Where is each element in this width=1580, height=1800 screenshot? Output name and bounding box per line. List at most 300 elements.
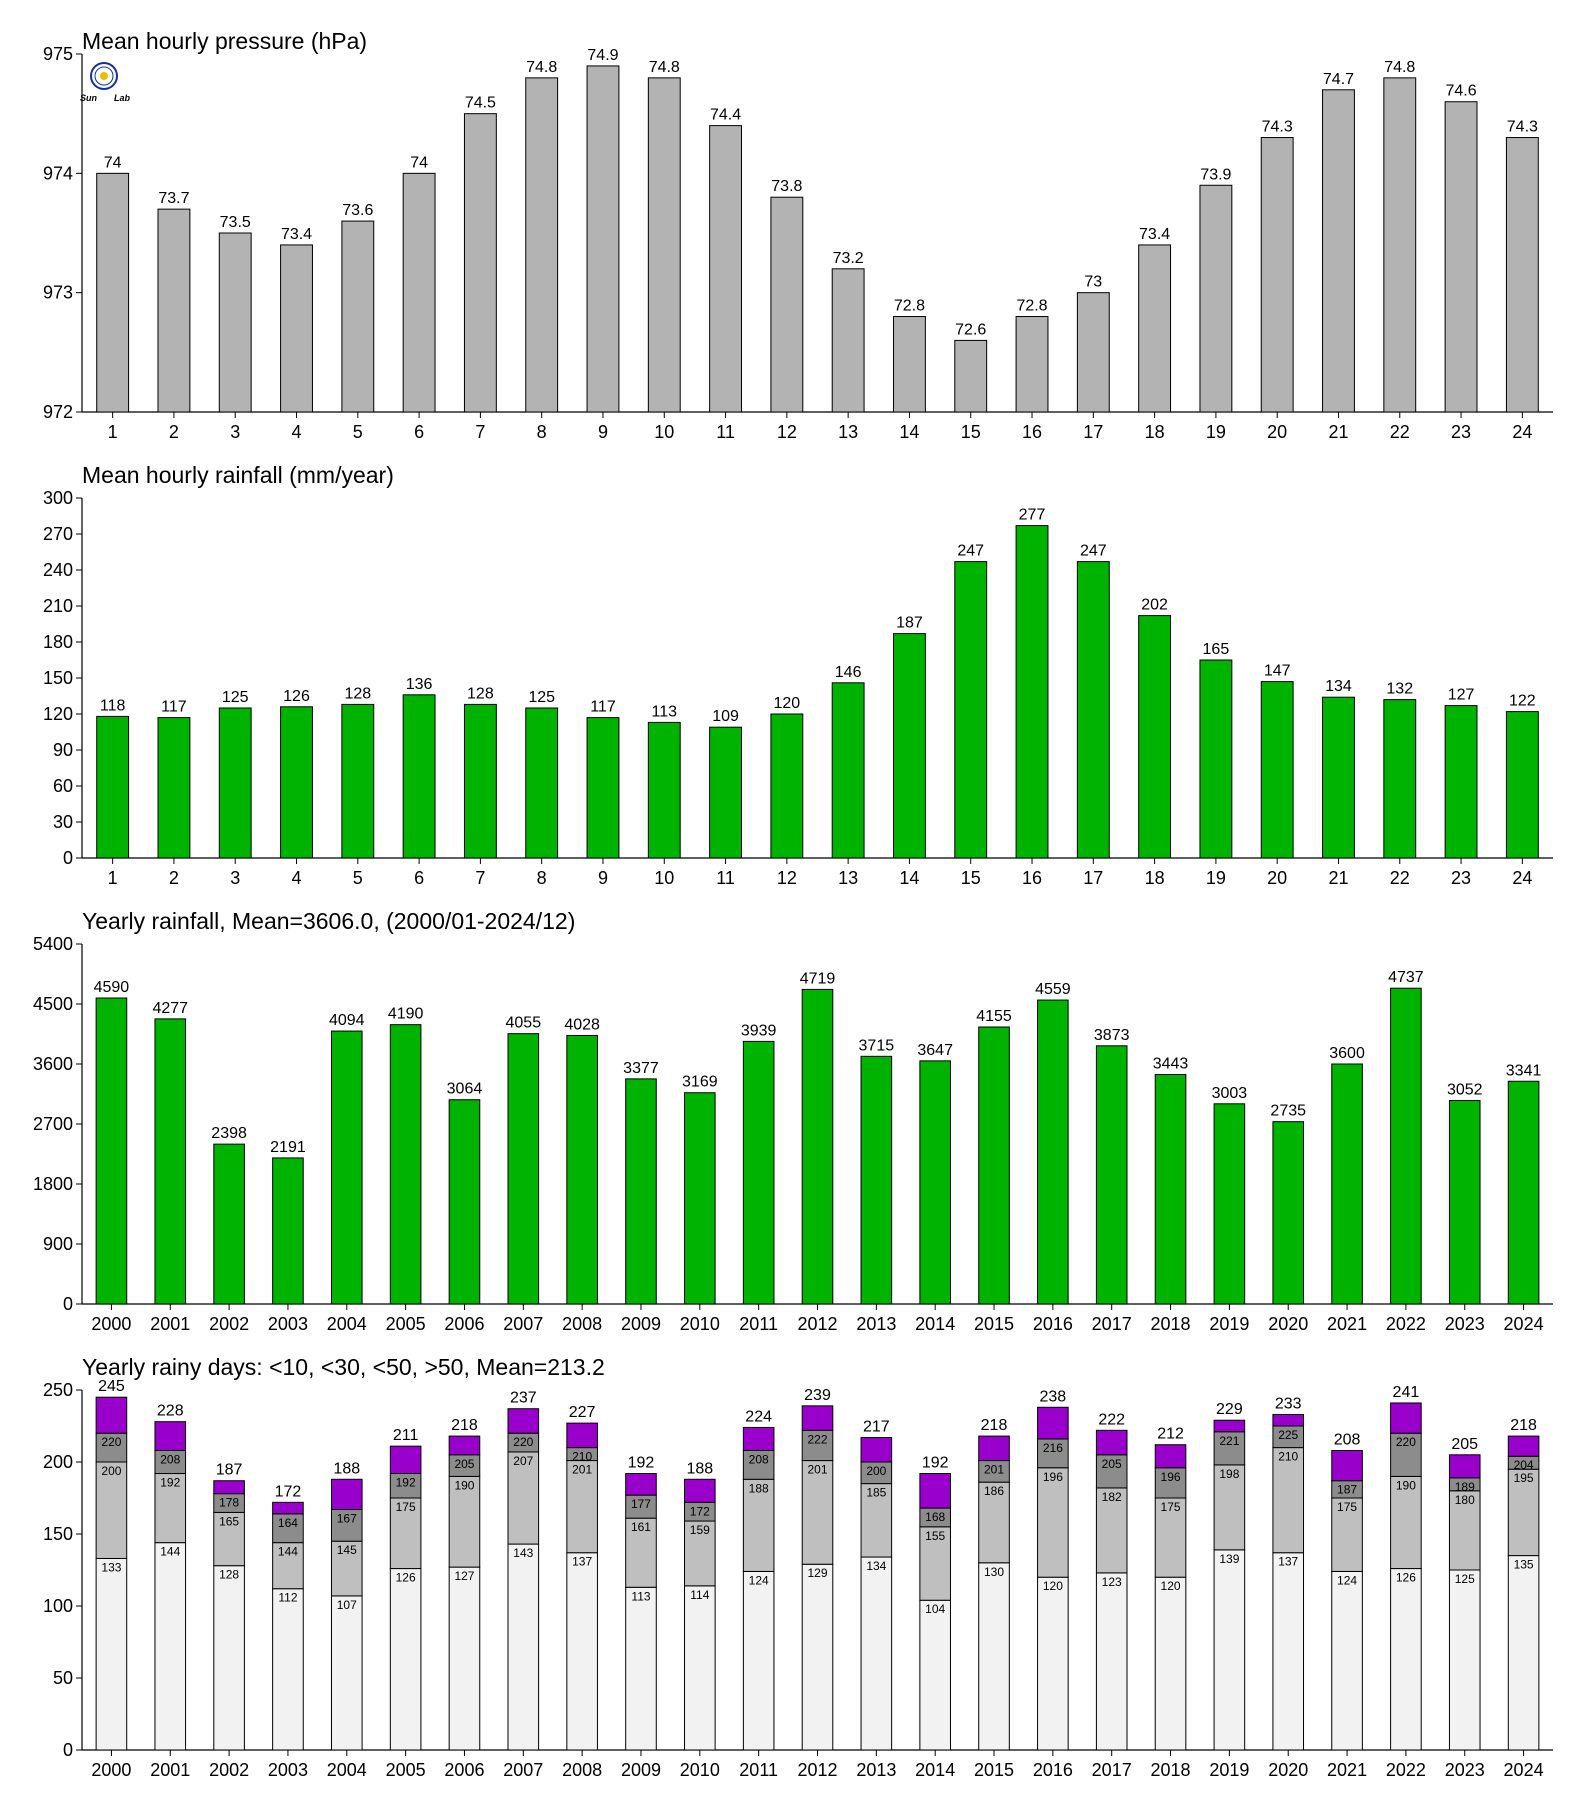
segment-label: 200 xyxy=(101,1464,122,1478)
x-tick-label: 2010 xyxy=(679,1314,720,1334)
x-tick-label: 9 xyxy=(597,422,608,442)
x-tick-label: 6 xyxy=(414,868,425,888)
data-label: 4190 xyxy=(387,1005,424,1023)
segment-label: 190 xyxy=(1395,1478,1416,1493)
x-tick-label: 13 xyxy=(838,422,859,442)
data-label: 74.9 xyxy=(587,46,619,64)
segment-label: 139 xyxy=(1219,1551,1240,1566)
bar xyxy=(587,718,619,858)
y-tick-label: 210 xyxy=(42,596,73,616)
segment-lt10 xyxy=(1332,1571,1363,1750)
segment-label: 222 xyxy=(807,1432,828,1447)
x-tick-label: 1 xyxy=(107,868,118,888)
segment-label: 205 xyxy=(1101,1456,1122,1471)
data-label: 218 xyxy=(1510,1417,1537,1435)
data-label: 247 xyxy=(957,542,985,560)
segment-label: 120 xyxy=(1042,1579,1063,1594)
segment-gt50 xyxy=(1155,1445,1186,1468)
bar xyxy=(832,269,864,412)
bar xyxy=(648,78,680,412)
bar xyxy=(802,989,833,1304)
yearly-rainy-days-chart xyxy=(43,1354,1553,1780)
data-label: 217 xyxy=(862,1418,890,1436)
data-label: 241 xyxy=(1392,1383,1420,1401)
x-tick-label: 2018 xyxy=(1150,1760,1191,1780)
segment-label: 187 xyxy=(1337,1482,1358,1497)
data-label: 73.5 xyxy=(219,214,251,231)
data-label: 218 xyxy=(451,1417,478,1435)
segment-gt50 xyxy=(1096,1430,1127,1454)
x-tick-label: 2007 xyxy=(503,1760,544,1780)
segment-gt50 xyxy=(1038,1407,1069,1439)
x-tick-label: 2020 xyxy=(1268,1760,1309,1780)
data-label: 3715 xyxy=(858,1037,895,1055)
bar xyxy=(1506,712,1538,858)
segment-label: 225 xyxy=(1278,1428,1299,1442)
segment-lt10 xyxy=(743,1571,774,1750)
bar xyxy=(1506,138,1538,412)
data-label: 3377 xyxy=(623,1059,659,1077)
bar xyxy=(894,317,926,412)
segment-label: 189 xyxy=(1454,1479,1475,1494)
segment-gt50 xyxy=(1391,1403,1422,1433)
segment-lt10 xyxy=(1155,1577,1186,1750)
data-label: 3647 xyxy=(917,1041,953,1059)
x-tick-label: 19 xyxy=(1205,868,1226,888)
x-tick-label: 1 xyxy=(107,422,118,442)
segment-lt10 xyxy=(214,1566,245,1750)
data-label: 74.8 xyxy=(1384,58,1416,76)
data-label: 74.8 xyxy=(526,58,558,76)
x-tick-label: 17 xyxy=(1083,422,1104,442)
data-label: 237 xyxy=(509,1389,537,1407)
bar xyxy=(281,707,313,858)
pressure-chart xyxy=(43,28,1553,442)
data-label: 4559 xyxy=(1035,981,1071,999)
x-tick-label: 2023 xyxy=(1444,1760,1485,1780)
segment-label: 177 xyxy=(630,1497,651,1512)
bar xyxy=(1323,90,1355,412)
x-tick-label: 2003 xyxy=(267,1314,308,1334)
bar xyxy=(743,1041,774,1304)
data-label: 205 xyxy=(1451,1435,1479,1453)
x-tick-label: 22 xyxy=(1389,422,1410,442)
data-label: 126 xyxy=(283,687,310,705)
yearly-rainfall-chart xyxy=(33,908,1553,1334)
bar xyxy=(894,634,926,858)
data-label: 188 xyxy=(686,1460,714,1478)
data-label: 208 xyxy=(1333,1431,1361,1449)
segment-label: 135 xyxy=(1513,1557,1534,1572)
x-tick-label: 2014 xyxy=(915,1760,956,1780)
x-tick-label: 2001 xyxy=(150,1314,191,1334)
segment-lt10 xyxy=(1273,1553,1304,1750)
bar xyxy=(1391,988,1422,1304)
segment-lt10 xyxy=(1508,1556,1539,1750)
y-tick-label: 900 xyxy=(42,1234,73,1254)
x-tick-label: 2008 xyxy=(562,1760,603,1780)
data-label: 128 xyxy=(467,685,494,703)
segment-label: 104 xyxy=(925,1602,946,1617)
data-label: 3443 xyxy=(1152,1055,1189,1073)
y-tick-label: 200 xyxy=(42,1452,73,1472)
data-label: 3169 xyxy=(682,1073,718,1091)
x-tick-label: 3 xyxy=(230,422,241,442)
bar xyxy=(1096,1046,1127,1304)
segment-lt10 xyxy=(567,1553,598,1750)
bar xyxy=(1445,706,1477,858)
segment-label: 186 xyxy=(984,1484,1005,1499)
x-tick-label: 2005 xyxy=(385,1760,426,1780)
y-tick-label: 240 xyxy=(42,560,73,580)
data-label: 72.8 xyxy=(1016,297,1048,315)
x-tick-label: 8 xyxy=(536,868,547,888)
segment-label: 192 xyxy=(160,1475,181,1490)
bar xyxy=(1323,697,1355,858)
segment-label: 220 xyxy=(1395,1435,1416,1450)
data-label: 3600 xyxy=(1329,1045,1365,1062)
bar xyxy=(526,78,558,412)
segment-label: 220 xyxy=(513,1435,534,1450)
segment-lt10 xyxy=(979,1563,1010,1750)
chart-title: Yearly rainfall, Mean=3606.0, (2000/01-2024/12) xyxy=(82,908,576,934)
data-label: 188 xyxy=(333,1460,361,1478)
bar xyxy=(1139,245,1171,412)
hourly-rainfall-chart xyxy=(43,462,1553,888)
x-tick-label: 15 xyxy=(960,422,981,442)
y-tick-label: 100 xyxy=(42,1596,73,1616)
segment-label: 161 xyxy=(630,1520,651,1535)
x-tick-label: 2022 xyxy=(1385,1314,1426,1334)
x-tick-label: 2004 xyxy=(326,1314,367,1334)
segment-lt10 xyxy=(1214,1550,1245,1750)
data-label: 4590 xyxy=(93,979,130,996)
x-tick-label: 9 xyxy=(597,868,608,888)
bar xyxy=(1200,660,1232,858)
bar xyxy=(97,716,129,858)
data-label: 218 xyxy=(980,1417,1008,1435)
x-tick-label: 2003 xyxy=(267,1760,308,1780)
segment-gt50 xyxy=(1508,1436,1539,1456)
x-tick-label: 2021 xyxy=(1327,1314,1368,1334)
segment-label: 210 xyxy=(1278,1449,1299,1464)
x-tick-label: 2022 xyxy=(1385,1760,1426,1780)
y-tick-label: 4500 xyxy=(32,994,73,1014)
bar xyxy=(1449,1101,1480,1304)
bar xyxy=(567,1035,598,1304)
data-label: 4055 xyxy=(505,1014,542,1032)
data-label: 277 xyxy=(1018,506,1046,524)
data-label: 3939 xyxy=(740,1022,777,1040)
x-tick-label: 23 xyxy=(1451,868,1472,888)
x-tick-label: 2001 xyxy=(150,1760,191,1780)
segment-lt10 xyxy=(508,1544,539,1750)
segment-label: 178 xyxy=(219,1495,240,1510)
x-tick-label: 2000 xyxy=(91,1760,132,1780)
x-tick-label: 14 xyxy=(899,868,920,888)
chart-title: Mean hourly rainfall (mm/year) xyxy=(82,462,394,488)
segment-lt10 xyxy=(449,1567,480,1750)
data-label: 74.4 xyxy=(709,106,742,124)
x-tick-label: 2009 xyxy=(620,1314,662,1334)
bar xyxy=(1077,293,1109,412)
bar xyxy=(1038,1000,1069,1304)
segment-label: 144 xyxy=(160,1544,181,1559)
segment-gt50 xyxy=(1332,1450,1363,1480)
data-label: 238 xyxy=(1039,1388,1067,1406)
segment-label: 155 xyxy=(925,1528,946,1543)
data-label: 192 xyxy=(627,1454,655,1472)
segment-label: 210 xyxy=(572,1449,593,1464)
y-tick-label: 5400 xyxy=(32,934,73,954)
segment-gt50 xyxy=(1214,1420,1245,1432)
data-label: 125 xyxy=(221,689,249,706)
segment-label: 114 xyxy=(690,1587,710,1602)
x-tick-label: 2024 xyxy=(1503,1314,1544,1334)
segment-label: 221 xyxy=(1219,1433,1240,1448)
segment-label: 129 xyxy=(807,1566,828,1581)
x-tick-label: 2000 xyxy=(91,1314,132,1334)
bar xyxy=(979,1027,1010,1304)
segment-label: 205 xyxy=(454,1456,475,1471)
data-label: 73.7 xyxy=(158,190,190,208)
segment-lt10 xyxy=(920,1600,951,1750)
x-tick-label: 11 xyxy=(716,422,735,442)
x-tick-label: 2024 xyxy=(1503,1760,1544,1780)
x-tick-label: 4 xyxy=(291,422,302,442)
x-tick-label: 2013 xyxy=(856,1314,897,1334)
segment-label: 133 xyxy=(101,1560,122,1575)
data-label: 74.6 xyxy=(1445,82,1477,100)
data-label: 4737 xyxy=(1388,969,1424,987)
y-tick-label: 3600 xyxy=(32,1054,73,1074)
lab-logo xyxy=(80,63,131,103)
x-tick-label: 18 xyxy=(1144,422,1165,442)
y-tick-label: 30 xyxy=(52,812,73,832)
segment-label: 220 xyxy=(101,1435,122,1450)
data-label: 74.3 xyxy=(1261,118,1293,136)
data-label: 211 xyxy=(392,1427,419,1445)
bar xyxy=(1155,1074,1186,1304)
y-tick-label: 0 xyxy=(62,848,73,868)
bar xyxy=(158,209,190,412)
bar xyxy=(403,173,435,412)
segment-gt50 xyxy=(508,1409,539,1433)
data-label: 73.4 xyxy=(280,225,313,243)
x-tick-label: 21 xyxy=(1328,422,1349,442)
bar xyxy=(273,1158,304,1304)
bar xyxy=(155,1019,186,1304)
data-label: 2735 xyxy=(1270,1102,1307,1120)
bar xyxy=(1261,138,1293,412)
segment-label: 126 xyxy=(1395,1570,1416,1585)
data-label: 172 xyxy=(274,1483,302,1501)
data-label: 72.6 xyxy=(955,321,987,339)
x-tick-label: 2008 xyxy=(562,1314,603,1334)
segment-gt50 xyxy=(802,1406,833,1430)
x-tick-label: 2012 xyxy=(797,1314,838,1334)
data-label: 4277 xyxy=(152,999,189,1017)
y-tick-label: 250 xyxy=(42,1380,73,1400)
y-tick-label: 2700 xyxy=(32,1114,73,1134)
segment-gt50 xyxy=(273,1502,304,1514)
data-label: 4028 xyxy=(564,1016,600,1034)
bar xyxy=(214,1144,245,1304)
bar xyxy=(464,704,496,858)
data-label: 147 xyxy=(1263,662,1291,680)
bar xyxy=(526,708,558,858)
x-tick-label: 16 xyxy=(1022,422,1043,442)
x-tick-label: 13 xyxy=(838,868,859,888)
segment-lt10 xyxy=(390,1569,421,1750)
segment-label: 192 xyxy=(395,1475,416,1490)
y-tick-label: 270 xyxy=(42,524,73,544)
data-label: 73 xyxy=(1084,273,1103,291)
segment-label: 198 xyxy=(1219,1466,1240,1481)
segment-label: 137 xyxy=(1278,1554,1299,1569)
segment-label: 185 xyxy=(866,1485,887,1500)
segment-label: 201 xyxy=(807,1462,828,1477)
x-tick-label: 2011 xyxy=(739,1314,779,1334)
data-label: 165 xyxy=(1202,641,1230,658)
data-label: 4719 xyxy=(799,970,836,988)
bar xyxy=(955,340,987,412)
segment-label: 124 xyxy=(748,1573,769,1588)
bar xyxy=(1384,78,1416,412)
x-tick-label: 2020 xyxy=(1268,1314,1309,1334)
segment-label: 107 xyxy=(336,1597,357,1612)
segment-label: 124 xyxy=(1337,1573,1358,1588)
bar xyxy=(390,1025,421,1304)
bar xyxy=(771,197,803,412)
segment-label: 134 xyxy=(866,1559,887,1574)
segment-lt10 xyxy=(685,1586,716,1750)
data-label: 128 xyxy=(344,685,372,703)
segment-label: 200 xyxy=(866,1464,887,1478)
segment-label: 182 xyxy=(1101,1489,1122,1504)
bar xyxy=(710,126,742,412)
segment-label: 180 xyxy=(1454,1492,1475,1507)
x-tick-label: 2 xyxy=(168,422,179,442)
data-label: 73.9 xyxy=(1200,166,1232,184)
x-tick-label: 20 xyxy=(1267,422,1288,442)
x-tick-label: 19 xyxy=(1205,422,1226,442)
x-tick-label: 18 xyxy=(1144,868,1165,888)
data-label: 224 xyxy=(745,1408,773,1426)
segment-label: 216 xyxy=(1042,1440,1063,1455)
bar xyxy=(832,683,864,858)
x-tick-label: 2016 xyxy=(1032,1314,1073,1334)
segment-label: 123 xyxy=(1101,1574,1122,1589)
data-label: 72.8 xyxy=(893,297,926,315)
segment-lt10 xyxy=(1449,1570,1480,1750)
bar xyxy=(96,998,127,1304)
segment-label: 201 xyxy=(984,1462,1005,1477)
x-tick-label: 12 xyxy=(776,422,797,442)
x-tick-label: 10 xyxy=(654,868,675,888)
x-tick-label: 2023 xyxy=(1444,1314,1485,1334)
data-label: 3064 xyxy=(446,1080,483,1098)
data-label: 73.2 xyxy=(832,249,864,267)
data-label: 187 xyxy=(896,614,923,632)
data-label: 117 xyxy=(161,698,187,716)
segment-gt50 xyxy=(96,1397,127,1433)
data-label: 134 xyxy=(1325,678,1352,696)
x-tick-label: 2009 xyxy=(620,1760,662,1780)
x-tick-label: 2011 xyxy=(739,1760,779,1780)
segment-lt30 xyxy=(1038,1468,1069,1577)
bar xyxy=(219,708,251,858)
bar xyxy=(920,1061,951,1304)
y-tick-label: 300 xyxy=(42,488,73,508)
segment-label: 175 xyxy=(395,1500,416,1514)
data-label: 74.8 xyxy=(648,58,680,76)
x-tick-label: 2005 xyxy=(385,1314,426,1334)
segment-lt10 xyxy=(155,1543,186,1750)
data-label: 2398 xyxy=(211,1125,247,1143)
data-label: 229 xyxy=(1216,1401,1243,1419)
y-tick-label: 0 xyxy=(62,1740,73,1760)
bar xyxy=(219,233,251,412)
data-label: 127 xyxy=(1447,686,1475,704)
segment-lt10 xyxy=(1391,1569,1422,1750)
data-label: 136 xyxy=(405,675,433,693)
segment-gt50 xyxy=(567,1423,598,1447)
segment-gt50 xyxy=(390,1446,421,1473)
data-label: 125 xyxy=(528,689,556,706)
x-tick-label: 3 xyxy=(230,868,241,888)
bar xyxy=(710,727,742,858)
x-tick-label: 24 xyxy=(1512,868,1533,888)
bar xyxy=(1384,700,1416,858)
segment-label: 113 xyxy=(631,1589,651,1604)
y-tick-label: 60 xyxy=(52,776,73,796)
segment-label: 190 xyxy=(454,1478,475,1493)
x-tick-label: 2002 xyxy=(209,1314,250,1334)
x-tick-label: 2012 xyxy=(797,1760,838,1780)
bar xyxy=(771,714,803,858)
x-tick-label: 2016 xyxy=(1032,1760,1073,1780)
bar xyxy=(685,1093,716,1304)
bar xyxy=(331,1031,362,1304)
data-label: 233 xyxy=(1274,1395,1302,1413)
data-label: 74.7 xyxy=(1322,70,1355,88)
x-tick-label: 14 xyxy=(899,422,920,442)
segment-label: 144 xyxy=(277,1544,298,1559)
bar xyxy=(1214,1104,1245,1304)
x-tick-label: 2014 xyxy=(915,1314,956,1334)
x-tick-label: 7 xyxy=(475,868,486,888)
bar xyxy=(1077,562,1109,858)
segment-label: 175 xyxy=(1337,1500,1358,1514)
y-tick-label: 150 xyxy=(42,1524,73,1544)
segment-label: 127 xyxy=(454,1569,475,1584)
data-label: 245 xyxy=(98,1378,125,1396)
bar xyxy=(281,245,313,412)
bar xyxy=(1016,526,1048,858)
x-tick-label: 8 xyxy=(536,422,547,442)
segment-label: 130 xyxy=(984,1564,1005,1579)
bar xyxy=(955,562,987,858)
y-tick-label: 150 xyxy=(42,668,73,688)
segment-label: 175 xyxy=(1160,1500,1181,1514)
x-tick-label: 16 xyxy=(1022,868,1043,888)
data-label: 74.5 xyxy=(464,94,496,112)
data-label: 132 xyxy=(1386,680,1414,698)
data-label: 4094 xyxy=(328,1012,365,1030)
segment-lt10 xyxy=(96,1558,127,1750)
segment-lt10 xyxy=(1038,1577,1069,1750)
